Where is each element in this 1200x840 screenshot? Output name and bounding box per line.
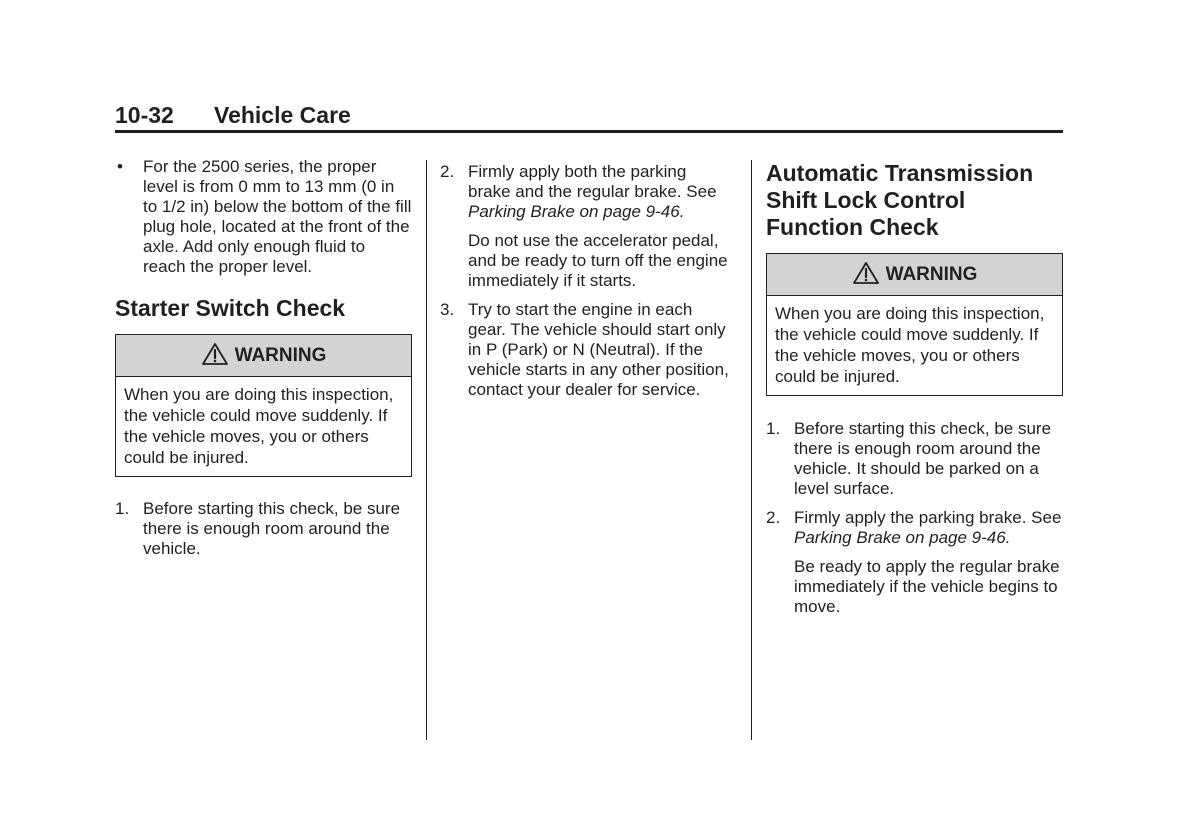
list-item bbox=[115, 157, 412, 277]
warning-triangle-icon bbox=[201, 342, 229, 366]
section-title: Vehicle Care bbox=[214, 102, 351, 128]
step-note: Do not use the accelerator pedal, and be ready to turn off the engine immediately if it starts. bbox=[468, 231, 728, 290]
step-number: 3. bbox=[440, 300, 455, 319]
step-text: Firmly apply the parking brake. See bbox=[794, 508, 1062, 527]
warning-label: WARNING bbox=[885, 263, 978, 285]
page-number: 10-32 bbox=[115, 102, 174, 128]
column-divider-right bbox=[751, 160, 752, 740]
step-number: 1. bbox=[766, 419, 781, 438]
list-item bbox=[766, 419, 1063, 499]
warning-text: When you are doing this inspection, the vehicle could move suddenly. If the vehicle moves, you or others could be injured. bbox=[775, 304, 1045, 386]
step-text: Firmly apply both the parking brake and the regular brake. See bbox=[468, 162, 717, 201]
column-right bbox=[766, 160, 1063, 617]
step-text: Before starting this check, be sure there is enough room around the vehicle. bbox=[143, 499, 401, 558]
step-text: Before starting this check, be sure there is enough room around the vehicle. It should be parked on a level surface. bbox=[794, 419, 1052, 498]
column-left bbox=[115, 157, 412, 559]
list-item bbox=[440, 162, 730, 222]
step-number: 2. bbox=[766, 508, 781, 527]
bullet-icon: • bbox=[117, 157, 123, 176]
warning-header bbox=[767, 254, 1062, 296]
step-note: Be ready to apply the regular brake immediately if the vehicle begins to move. bbox=[794, 557, 1060, 616]
warning-text: When you are doing this inspection, the vehicle could move suddenly. If the vehicle moves, you or others could be injured. bbox=[124, 385, 394, 467]
section-heading-shift-lock: Automatic Transmission Shift Lock Control Function Check bbox=[766, 160, 1034, 240]
step-number: 2. bbox=[440, 162, 455, 181]
list-item bbox=[115, 499, 412, 559]
column-divider-left bbox=[426, 160, 427, 740]
warning-label: WARNING bbox=[234, 344, 327, 366]
warning-box bbox=[766, 253, 1063, 396]
section-heading-starter-switch: Starter Switch Check bbox=[115, 295, 346, 321]
list-item bbox=[766, 508, 1063, 548]
column-middle bbox=[440, 162, 730, 400]
warning-header bbox=[116, 335, 411, 377]
warning-box bbox=[115, 334, 412, 477]
step-number: 1. bbox=[115, 499, 130, 518]
step-text: Try to start the engine in each gear. The vehicle should start only in P (Park) or N (Neutral). If the vehicle starts in any other position, contact your dealer for service. bbox=[468, 300, 729, 399]
page-header bbox=[115, 100, 1063, 133]
bullet-text: For the 2500 series, the proper level is from 0 mm to 13 mm (0 in to 1/2 in) below the bottom of the fill plug hole, located at the front of the axle. Add only enough fluid to reach the proper level. bbox=[143, 157, 412, 276]
warning-triangle-icon bbox=[852, 261, 880, 285]
cross-reference-link[interactable]: Parking Brake on page 9-46. bbox=[468, 202, 685, 221]
list-item bbox=[440, 300, 730, 400]
cross-reference-link[interactable]: Parking Brake on page 9-46. bbox=[794, 528, 1011, 547]
